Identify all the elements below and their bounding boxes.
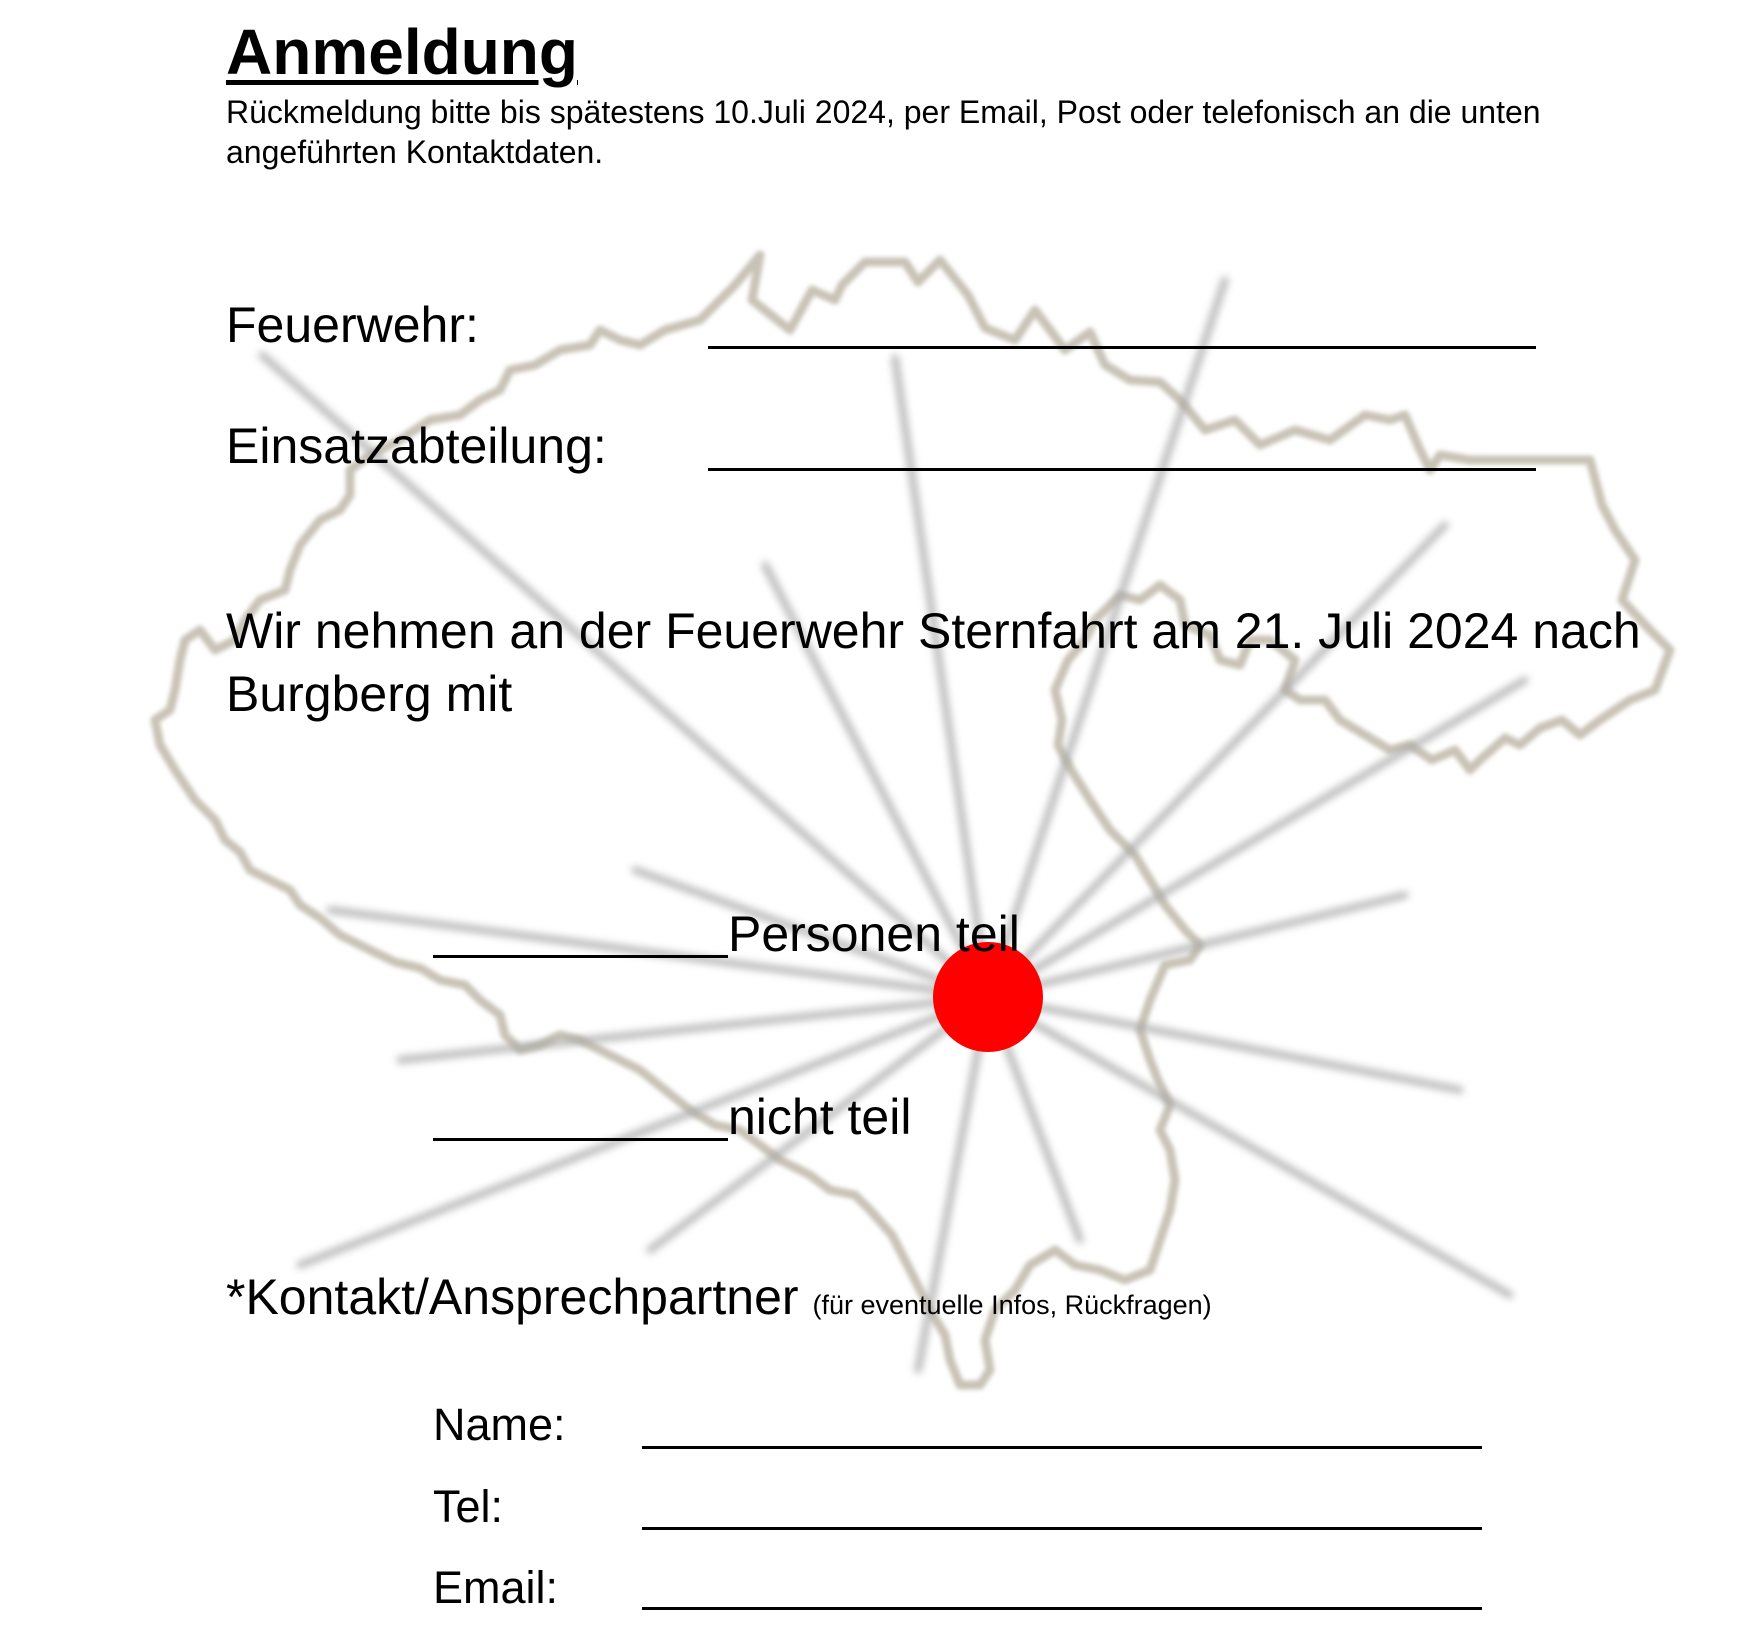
email-input-line[interactable] [642, 1607, 1482, 1610]
label-email: Email: [433, 1562, 559, 1613]
deadline-note: Rückmeldung bitte bis spätestens 10.Juli 2024, per Email, Post oder telefonisch an die unten angeführten Kontaktdaten. [226, 94, 1541, 170]
einsatzabteilung-input-line[interactable] [708, 468, 1536, 471]
personen-count-input-line[interactable] [433, 955, 728, 958]
option-nicht-teil: nicht teil [728, 1089, 912, 1145]
participation-sentence: Wir nehmen an der Feuerwehr Sternfahrt am 21. Juli 2024 nach Burgberg mit [226, 603, 1641, 722]
label-name: Name: [433, 1399, 566, 1450]
label-feuerwehr: Feuerwehr: [226, 297, 479, 353]
name-input-line[interactable] [642, 1446, 1482, 1449]
option-personen-teil: Personen teil [728, 906, 1020, 962]
feuerwehr-input-line[interactable] [708, 346, 1536, 349]
label-einsatzabteilung: Einsatzabteilung: [226, 418, 607, 474]
nicht-teil-input-line[interactable] [433, 1138, 728, 1141]
page-title: Anmeldung [226, 16, 578, 88]
tel-input-line[interactable] [642, 1527, 1482, 1530]
contact-heading [226, 1269, 1212, 1325]
contact-heading-text: *Kontakt/Ansprechpartner [226, 1269, 799, 1325]
contact-subnote: (für eventuelle Infos, Rückfragen) [812, 1290, 1212, 1320]
label-tel: Tel: [433, 1481, 504, 1532]
